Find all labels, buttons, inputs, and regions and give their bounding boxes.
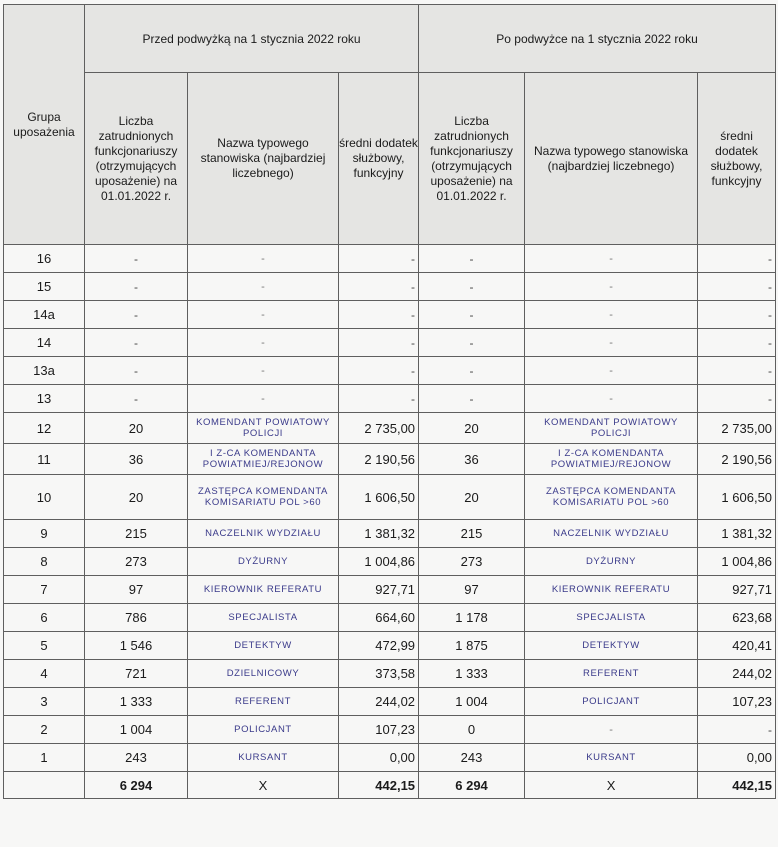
cell-a-pos: DYŻURNY (525, 548, 698, 576)
salary-table (3, 4, 776, 799)
total-b-count: 6 294 (85, 772, 188, 799)
table-row (4, 576, 776, 604)
cell-b-pos: - (188, 301, 339, 329)
cell-b-pos: DETEKTYW (188, 632, 339, 660)
cell-b-count: 273 (85, 548, 188, 576)
cell-group: 14 (4, 329, 85, 357)
cell-b-pos: - (188, 245, 339, 273)
cell-a-count: - (419, 301, 525, 329)
cell-b-avg: - (339, 273, 419, 301)
cell-b-pos: ZASTĘPCA KOMENDANTA KOMISARIATU POL >60 (188, 475, 339, 520)
total-b-pos: X (188, 772, 339, 799)
total-a-avg: 442,15 (698, 772, 776, 799)
cell-b-count: 20 (85, 413, 188, 444)
cell-b-count: 721 (85, 660, 188, 688)
table-row (4, 444, 776, 475)
header-after-position: Nazwa typowego stanowiska (najbardziej liczebnego) (525, 73, 698, 245)
cell-b-count: 1 546 (85, 632, 188, 660)
cell-a-pos: KURSANT (525, 744, 698, 772)
cell-b-avg: 2 735,00 (339, 413, 419, 444)
cell-b-pos: KIEROWNIK REFERATU (188, 576, 339, 604)
cell-b-avg: - (339, 329, 419, 357)
total-a-pos: X (525, 772, 698, 799)
cell-group: 14a (4, 301, 85, 329)
cell-b-count: - (85, 385, 188, 413)
cell-b-avg: - (339, 301, 419, 329)
cell-a-avg: 0,00 (698, 744, 776, 772)
cell-group: 13 (4, 385, 85, 413)
cell-a-pos: ZASTĘPCA KOMENDANTA KOMISARIATU POL >60 (525, 475, 698, 520)
table-row (4, 520, 776, 548)
cell-b-count: - (85, 273, 188, 301)
cell-a-count: 1 875 (419, 632, 525, 660)
table-row (4, 357, 776, 385)
cell-b-count: 1 004 (85, 716, 188, 744)
cell-b-pos: - (188, 385, 339, 413)
cell-a-pos: NACZELNIK WYDZIAŁU (525, 520, 698, 548)
cell-a-avg: 2 190,56 (698, 444, 776, 475)
cell-b-pos: REFERENT (188, 688, 339, 716)
cell-group: 10 (4, 475, 85, 520)
table-row (4, 413, 776, 444)
cell-b-pos: POLICJANT (188, 716, 339, 744)
table-row (4, 548, 776, 576)
total-group (4, 772, 85, 799)
cell-a-avg: 244,02 (698, 660, 776, 688)
cell-group: 15 (4, 273, 85, 301)
cell-b-pos: - (188, 329, 339, 357)
cell-a-avg: 420,41 (698, 632, 776, 660)
cell-b-avg: 107,23 (339, 716, 419, 744)
cell-a-avg: 2 735,00 (698, 413, 776, 444)
cell-a-count: - (419, 385, 525, 413)
cell-b-count: - (85, 301, 188, 329)
table-row (4, 716, 776, 744)
cell-b-pos: DZIELNICOWY (188, 660, 339, 688)
cell-a-count: 20 (419, 475, 525, 520)
table-row (4, 475, 776, 520)
cell-group: 4 (4, 660, 85, 688)
cell-a-pos: - (525, 329, 698, 357)
cell-b-pos: - (188, 273, 339, 301)
cell-group: 3 (4, 688, 85, 716)
cell-b-pos: SPECJALISTA (188, 604, 339, 632)
cell-a-count: - (419, 357, 525, 385)
cell-a-pos: - (525, 716, 698, 744)
cell-group: 8 (4, 548, 85, 576)
cell-a-count: 1 333 (419, 660, 525, 688)
header-after: Po podwyżce na 1 stycznia 2022 roku (419, 5, 776, 73)
cell-b-count: - (85, 329, 188, 357)
cell-b-avg: 472,99 (339, 632, 419, 660)
cell-a-pos: REFERENT (525, 660, 698, 688)
header-before-allowance: średni dodatek służbowy, funkcyjny (339, 73, 419, 245)
header-after-allowance: średni dodatek służbowy, funkcyjny (698, 73, 776, 245)
cell-b-count: 243 (85, 744, 188, 772)
table-row (4, 329, 776, 357)
cell-a-avg: 623,68 (698, 604, 776, 632)
cell-b-avg: 664,60 (339, 604, 419, 632)
cell-a-count: 0 (419, 716, 525, 744)
cell-a-avg: 1 004,86 (698, 548, 776, 576)
cell-a-count: 1 004 (419, 688, 525, 716)
cell-b-count: 786 (85, 604, 188, 632)
cell-b-pos: I Z-CA KOMENDANTA POWIATMIEJ/REJONOW (188, 444, 339, 475)
table-row (4, 301, 776, 329)
cell-b-avg: 1 606,50 (339, 475, 419, 520)
cell-a-avg: - (698, 245, 776, 273)
table-row (4, 245, 776, 273)
cell-a-pos: - (525, 357, 698, 385)
cell-a-pos: I Z-CA KOMENDANTA POWIATMIEJ/REJONOW (525, 444, 698, 475)
cell-a-pos: KOMENDANT POWIATOWY POLICJI (525, 413, 698, 444)
cell-b-count: - (85, 245, 188, 273)
cell-a-count: - (419, 329, 525, 357)
total-row (4, 772, 776, 799)
cell-a-count: 20 (419, 413, 525, 444)
cell-group: 16 (4, 245, 85, 273)
cell-a-avg: - (698, 329, 776, 357)
table-row (4, 688, 776, 716)
table-row (4, 660, 776, 688)
cell-a-avg: - (698, 357, 776, 385)
cell-a-avg: 927,71 (698, 576, 776, 604)
total-b-avg: 442,15 (339, 772, 419, 799)
header-before-count: Liczba zatrudnionych funkcjonariuszy (otrzymujących uposażenie) na 01.01.2022 r. (85, 73, 188, 245)
table-row (4, 604, 776, 632)
cell-group: 7 (4, 576, 85, 604)
table-row (4, 744, 776, 772)
cell-group: 13a (4, 357, 85, 385)
cell-a-count: - (419, 273, 525, 301)
cell-b-count: 97 (85, 576, 188, 604)
cell-b-avg: 373,58 (339, 660, 419, 688)
cell-group: 5 (4, 632, 85, 660)
header-before: Przed podwyżką na 1 stycznia 2022 roku (85, 5, 419, 73)
cell-group: 1 (4, 744, 85, 772)
header-grupa: Grupa uposażenia (4, 5, 85, 245)
total-a-count: 6 294 (419, 772, 525, 799)
table-row (4, 273, 776, 301)
cell-a-pos: - (525, 245, 698, 273)
cell-group: 9 (4, 520, 85, 548)
cell-a-count: 273 (419, 548, 525, 576)
cell-a-avg: - (698, 716, 776, 744)
cell-a-count: - (419, 245, 525, 273)
header-before-position: Nazwa typowego stanowiska (najbardziej liczebnego) (188, 73, 339, 245)
cell-b-avg: - (339, 385, 419, 413)
cell-b-pos: NACZELNIK WYDZIAŁU (188, 520, 339, 548)
cell-a-pos: SPECJALISTA (525, 604, 698, 632)
cell-b-count: - (85, 357, 188, 385)
cell-b-pos: KURSANT (188, 744, 339, 772)
cell-b-pos: KOMENDANT POWIATOWY POLICJI (188, 413, 339, 444)
cell-b-count: 215 (85, 520, 188, 548)
cell-a-pos: KIEROWNIK REFERATU (525, 576, 698, 604)
cell-a-pos: POLICJANT (525, 688, 698, 716)
table-row (4, 385, 776, 413)
cell-a-pos: - (525, 301, 698, 329)
cell-b-avg: 244,02 (339, 688, 419, 716)
cell-b-count: 1 333 (85, 688, 188, 716)
cell-a-count: 97 (419, 576, 525, 604)
cell-a-count: 215 (419, 520, 525, 548)
cell-a-avg: - (698, 385, 776, 413)
cell-group: 6 (4, 604, 85, 632)
cell-group: 11 (4, 444, 85, 475)
cell-b-pos: DYŻURNY (188, 548, 339, 576)
cell-a-avg: - (698, 273, 776, 301)
cell-a-pos: - (525, 385, 698, 413)
cell-b-avg: 1 004,86 (339, 548, 419, 576)
table-body (4, 245, 776, 799)
cell-b-avg: - (339, 245, 419, 273)
table-row (4, 632, 776, 660)
cell-a-avg: 1 606,50 (698, 475, 776, 520)
cell-group: 2 (4, 716, 85, 744)
header-after-count: Liczba zatrudnionych funkcjonariuszy (otrzymujących uposażenie) na 01.01.2022 r. (419, 73, 525, 245)
cell-a-avg: 1 381,32 (698, 520, 776, 548)
cell-b-pos: - (188, 357, 339, 385)
cell-a-pos: DETEKTYW (525, 632, 698, 660)
cell-a-count: 36 (419, 444, 525, 475)
cell-b-avg: 2 190,56 (339, 444, 419, 475)
cell-group: 12 (4, 413, 85, 444)
cell-a-pos: - (525, 273, 698, 301)
cell-b-avg: 927,71 (339, 576, 419, 604)
cell-b-avg: 0,00 (339, 744, 419, 772)
cell-b-avg: - (339, 357, 419, 385)
cell-b-avg: 1 381,32 (339, 520, 419, 548)
cell-a-avg: - (698, 301, 776, 329)
cell-a-count: 243 (419, 744, 525, 772)
cell-a-avg: 107,23 (698, 688, 776, 716)
cell-b-count: 20 (85, 475, 188, 520)
cell-b-count: 36 (85, 444, 188, 475)
cell-a-count: 1 178 (419, 604, 525, 632)
